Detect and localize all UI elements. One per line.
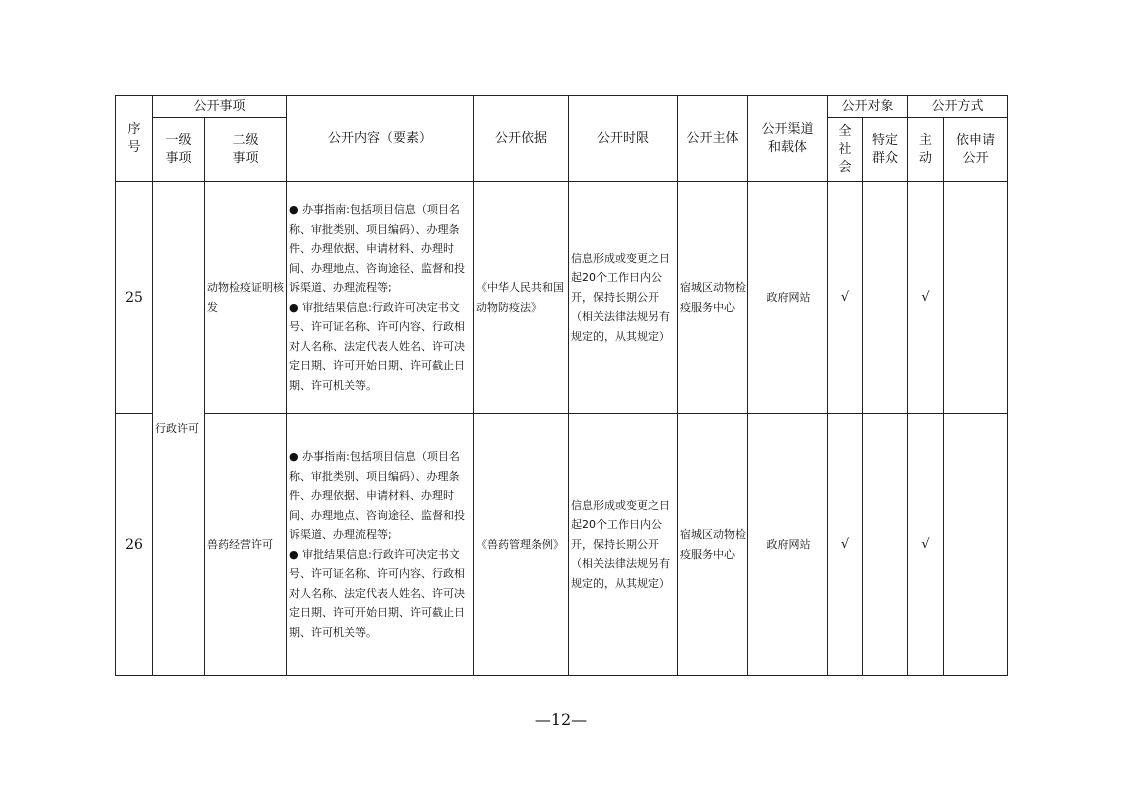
- header-method-request: 依申请公开: [944, 118, 1008, 182]
- header-target: 公开对象: [828, 96, 908, 118]
- header-channel: 公开渠道和载体: [748, 96, 828, 182]
- header-level2: 二级事项: [205, 118, 287, 182]
- disclosure-table: [115, 95, 1008, 676]
- table-row: [116, 414, 1008, 676]
- row-channel: 政府网站: [748, 414, 828, 676]
- page-number: —12—: [534, 710, 588, 729]
- content-result: ● 审批结果信息:行政许可决定书文号、许可证名称、许可内容、行政相对人名称、法定代表人姓名、许可决定日期、许可开始日期、许可截止日期、许可机关等。: [289, 547, 466, 639]
- row-target-all: √: [828, 414, 863, 676]
- row-method-active: √: [908, 414, 944, 676]
- row-target-specific: [863, 182, 908, 414]
- row-time-limit: 信息形成或变更之日起20个工作日内公开，保持长期公开（相关法律法规另有规定的，从其规定）: [569, 182, 678, 414]
- header-method-active: 主动: [908, 118, 944, 182]
- row-content: [287, 182, 474, 414]
- content-guide: ● 办事指南:包括项目信息（项目名称、审批类别、项目编码）、办理条件、办理依据、申请材料、办理时间、办理地点、咨询途径、监督和投诉渠道、办理流程等;: [289, 203, 466, 294]
- row-seq: 25: [116, 182, 153, 414]
- content-result: ● 审批结果信息:行政许可决定书文号、许可证名称、许可内容、行政相对人名称、法定代表人姓名、许可决定日期、许可开始日期、许可截止日期、许可机关等。: [289, 300, 466, 392]
- row-seq: 26: [116, 414, 153, 676]
- header-level1: 一级事项: [153, 118, 205, 182]
- row-channel: 政府网站: [748, 182, 828, 414]
- header-subject: 公开主体: [678, 96, 748, 182]
- row-method-active: √: [908, 182, 944, 414]
- row-method-request: [944, 414, 1008, 676]
- row-time-limit: 信息形成或变更之日起20个工作日内公开，保持长期公开（相关法律法规另有规定的，从其规定）: [569, 414, 678, 676]
- row-level1: 行政许可: [153, 182, 205, 676]
- header-target-specific: 特定群众: [863, 118, 908, 182]
- header-method: 公开方式: [908, 96, 1008, 118]
- row-basis: 《兽药管理条例》: [474, 414, 569, 676]
- header-public-items: 公开事项: [153, 96, 287, 118]
- content-guide: ● 办事指南:包括项目信息（项目名称、审批类别、项目编码）、办理条件、办理依据、申请材料、办理时间、办理地点、咨询途径、监督和投诉渠道、办理流程等;: [289, 450, 466, 541]
- row-level2: 兽药经营许可: [205, 414, 287, 676]
- row-content: [287, 414, 474, 676]
- row-subject: 宿城区动物检疫服务中心: [678, 414, 748, 676]
- header-content: 公开内容（要素）: [287, 96, 474, 182]
- row-target-specific: [863, 414, 908, 676]
- table-row: [116, 182, 1008, 414]
- row-subject: 宿城区动物检疫服务中心: [678, 182, 748, 414]
- header-seq: 序号: [116, 96, 153, 182]
- row-basis: 《中华人民共和国动物防疫法》: [474, 182, 569, 414]
- header-time-limit: 公开时限: [569, 96, 678, 182]
- row-level2: 动物检疫证明核发: [205, 182, 287, 414]
- row-method-request: [944, 182, 1008, 414]
- header-target-all: 全社会: [828, 118, 863, 182]
- header-basis: 公开依据: [474, 96, 569, 182]
- row-target-all: √: [828, 182, 863, 414]
